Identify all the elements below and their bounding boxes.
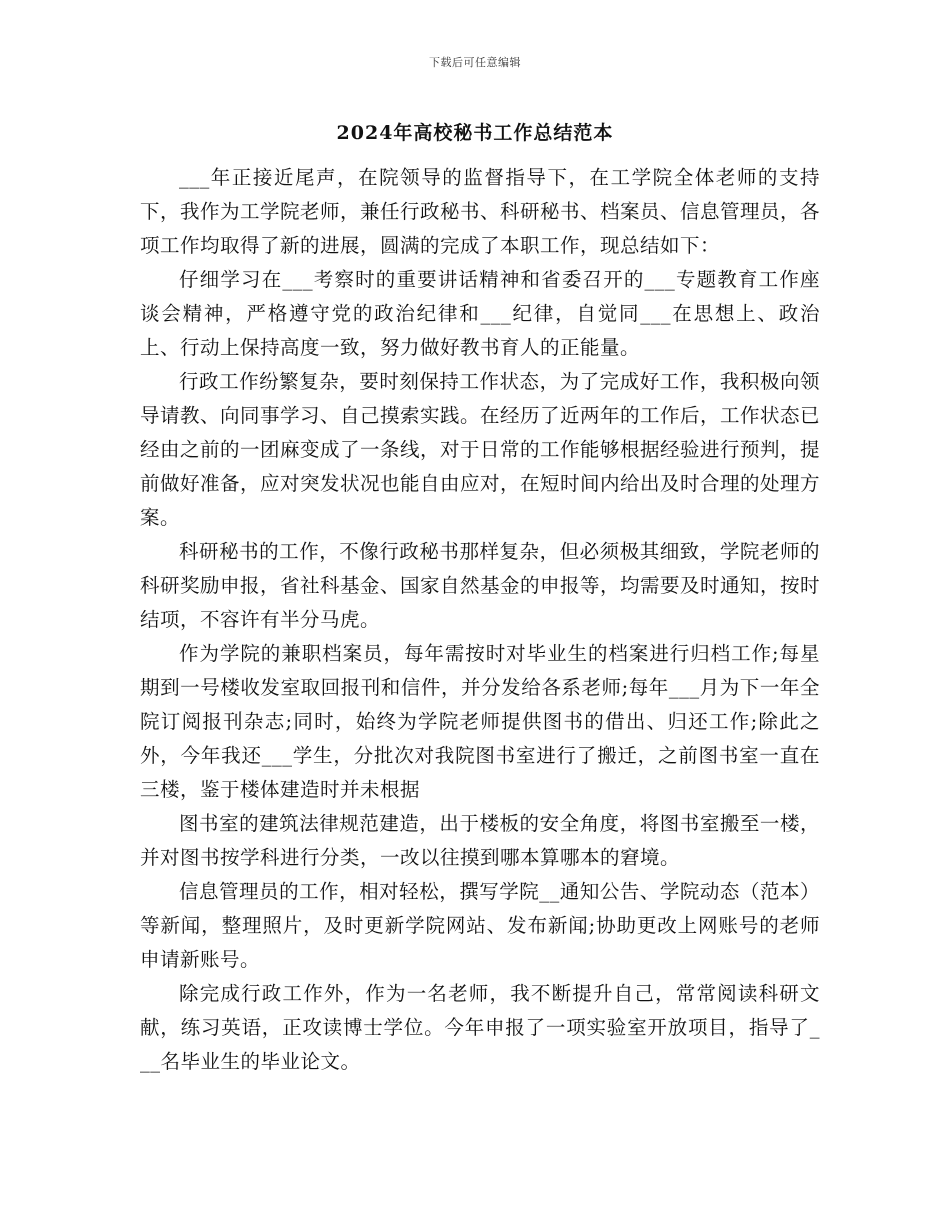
- paragraph-archivist: 作为学院的兼职档案员，每年需按时对毕业生的档案进行归档工作;每星期到一号楼收发室取回报刊和信件，并分发给各系老师;每年___月为下一年全院订阅报刊杂志;同时，始终为学院老师提供图书的借出、归还工作;除此之外，今年我还___学生，分批次对我院图书室进行了搬迁，之前图书室一直在三楼，鉴于楼体建造时并未根据: [140, 642, 820, 801]
- paragraph-study: 仔细学习在___考察时的重要讲话精神和省委召开的___专题教育工作座谈会精神，严格遵守党的政治纪律和___纪律，自觉同___在思想上、政治上、行动上保持高度一致，努力做好教书育人的正能量。: [140, 268, 820, 359]
- document-title: 2024年高校秘书工作总结范本: [336, 122, 614, 144]
- paragraph-research-secretary: 科研秘书的工作，不像行政秘书那样复杂，但必须极其细致，学院老师的科研奖励申报，省社科基金、国家自然基金的申报等，均需要及时通知，按时结项，不容许有半分马虎。: [140, 540, 821, 631]
- paragraph-library-move: 图书室的建筑法律规范建造，出于楼板的安全角度，将图书室搬至一楼，并对图书按学科进行分类，一改以往摸到哪本算哪本的窘境。: [140, 812, 820, 869]
- paragraph-self-improvement: 除完成行政工作外，作为一名老师，我不断提升自己，常常阅读科研文献，练习英语，正攻读博士学位。今年申报了一项实验室开放项目，指导了___名毕业生的毕业论文。: [140, 982, 820, 1073]
- paragraph-information-manager: 信息管理员的工作，相对轻松，撰写学院__通知公告、学院动态（范本）等新闻，整理照片，及时更新学院网站、发布新闻;协助更改上网账号的老师申请新账号。: [140, 880, 820, 971]
- header-note: 下载后可任意编辑: [429, 56, 521, 69]
- document-body: [140, 161, 820, 1079]
- paragraph-administration: 行政工作纷繁复杂，要时刻保持工作状态，为了完成好工作，我积极向领导请教、向同事学习、自己摸索实践。在经历了近两年的工作后，工作状态已经由之前的一团麻变成了一条线，对于日常的工作能够根据经验进行预判，提前做好准备，应对突发状况也能自由应对，在短时间内给出及时合理的处理方案。: [140, 370, 821, 529]
- paragraph-intro: ___年正接近尾声，在院领导的监督指导下，在工学院全体老师的支持下，我作为工学院老师，兼任行政秘书、科研秘书、档案员、信息管理员，各项工作均取得了新的进展，圆满的完成了本职工作，现总结如下：: [140, 166, 821, 257]
